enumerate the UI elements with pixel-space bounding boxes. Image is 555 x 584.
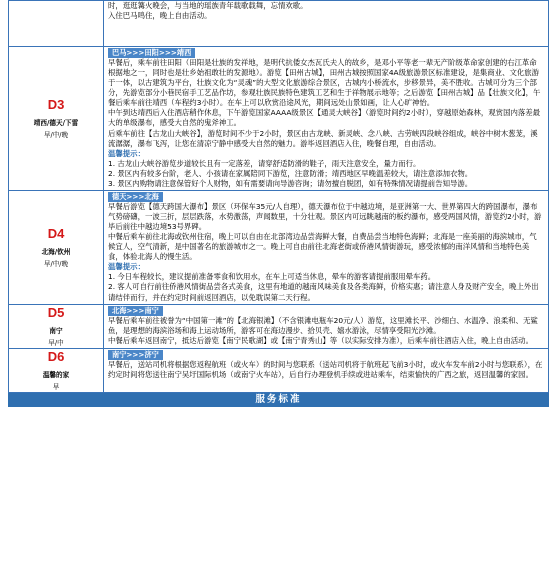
route-bar: 德天>>>北海 — [108, 192, 163, 202]
tips-label: 温馨提示： — [108, 262, 145, 272]
day-paragraph: 中餐后乘车前往北海或钦州住宿，晚上可以自由在北部湾边品尝海鲜大餐，自费品尝当地特色海鲜；北海是一座美丽的海滨城市，气候宜人，空气清新，是中国著名的旅游城市之一。晚上可自由前往北海老街或侨港风情街游玩，感受浓郁的南洋风情和当地特色美食，体验北海人的慢生活。 — [108, 232, 537, 262]
day-cell-d4 — [9, 190, 104, 304]
tip-item: 2. 客人可自行前往侨港风情街品尝各式美食，这里有地道的越南风味美食及各类海鲜，价格实惠；请注意人身及财产安全，晚上外出请结伴而行，并在约定时间前返回酒店，以免耽误第二天行程。 — [108, 282, 539, 302]
tip-item: 1. 古龙山大峡谷游览步道较长且有一定落差，请穿舒适防滑的鞋子，雨天注意安全，量力而行。 — [108, 158, 421, 168]
day-city: 温馨的家 — [42, 371, 70, 380]
itinerary-row-d4 — [9, 190, 549, 304]
day-number: D3 — [47, 96, 65, 112]
day-cell-d3 — [9, 47, 104, 191]
day-paragraph: 中午到达靖西后入住酒店稍作休息，下午游览国家AAAA级景区【通灵大峡谷】（游览时间约2小时），穿越原始森林，观赏国内落差最大的单级瀑布，感受大自然的鬼斧神工。 — [108, 108, 541, 128]
day-paragraph: 早餐后，乘车前往田阳（田阳是壮族的发祥地，是明代抗倭女杰瓦氏夫人的故乡，是邓小平等老一辈无产阶级革命家创建的右江革命根据地之一，同时也是壮乡始祖敢壮的发源地）。游览【田州古城】，田州古城按照国家4A级旅游景区标准建设，是集商业、文化旅游于一体，以古建筑为平台，壮族文化为“灵魂”的大型文化旅游综合景区，古城内小桥流水，步移景异，美不胜收。古城可分为三个部分，先游览部分小巷民宿手工艺品作坊，参观壮族民族特色建筑工艺和生于祥物展示地等；之后游览【田州古城】品【壮族文化】，午餐后乘车前往靖西（车程约3小时）。在车上可以欣赏沿途风光，期间远处山景如画，让人心旷神怡。 — [108, 58, 541, 108]
day-cell-prev — [9, 1, 104, 47]
tips-label: 温馨提示： — [108, 148, 145, 158]
day-paragraph: 早餐后，送站司机将根据您返程航班（或火车）的时间与您联系（送站司机将于航班起飞前3小时，或火车发车前2小时与您联系），在约定时间将您送往南宁吴圩国际机场（或南宁火车站），后自行办理登机手续或进站乘车，结束愉快的广西之旅，返回温馨的家园。 — [108, 359, 543, 379]
itinerary-row-prev — [9, 1, 549, 47]
day-city: 北海/钦州 — [41, 248, 71, 257]
prev-line-2: 入住巴马鸣住，晚上自由活动。 — [108, 11, 212, 21]
day-city: 南宁 — [49, 327, 63, 336]
day-number: D4 — [47, 225, 65, 241]
itinerary-row-d6 — [9, 348, 549, 392]
route-bar: 北海>>>南宁 — [108, 306, 163, 316]
day-cell-d5 — [9, 304, 104, 348]
itinerary-row-d3 — [9, 47, 549, 191]
itinerary-row-d5 — [9, 304, 549, 348]
itinerary-table — [8, 0, 549, 393]
day-meals: 早/中 — [48, 338, 64, 347]
service-standard-footer: 服务标准 — [8, 393, 549, 407]
day-cell-d6 — [9, 348, 104, 392]
day-content-prev — [104, 1, 549, 47]
day-content-d3 — [104, 47, 549, 191]
day-paragraph: 早餐后乘车前往被誉为“中国第一滩”的【北海银滩】（不含银滩电瓶车20元/人）游览，这里滩长平、沙细白、水温净、浪柔和、无鲨鱼，是理想的海滨浴场和海上运动场所，游客可在海边漫步、拾贝壳、嬉水游泳，尽情享受阳光沙滩。 — [108, 315, 538, 335]
day-number: D5 — [47, 304, 65, 320]
day-paragraph: 早餐后游览【德天跨国大瀑布】景区（环保车35元/人自理），德天瀑布位于中越边境，是亚洲第一大、世界第四大的跨国瀑布，瀑布气势磅礴，一波三折，层层跌落，水势激荡，声闻数里，十分壮观。景区内可远眺越南的板约瀑布，感受两国风情，游览约2小时，游毕后前往中越边境53号界碑。 — [108, 201, 542, 232]
day-content-d6 — [104, 348, 549, 392]
tip-item: 3. 景区内购物请注意保管好个人财物，如有需要请向导游咨询；请勿擅自脱团，如有特殊情况请提前告知导游。 — [108, 178, 473, 188]
day-content-d4 — [104, 190, 549, 304]
route-bar: 南宁>>>济宁 — [108, 350, 163, 360]
day-meals: 早/中/晚 — [43, 259, 69, 268]
day-number: D6 — [47, 348, 65, 364]
day-city: 靖西/德天/下雷 — [33, 119, 79, 128]
day-meals: 早/中/晚 — [43, 131, 69, 140]
prev-line-1: 时，逛逛篝火晚会，与当地的瑶族青年载歌载舞，忘情欢歌。 — [108, 1, 308, 10]
day-paragraph: 中餐后乘车返回南宁，抵达后游览【南宁民歌湖】或【南宁青秀山】等（以实际安排为准），后乘车前往酒店入住，晚上自由活动。 — [108, 335, 533, 345]
tip-item: 1. 今日车程较长，建议提前准备零食和饮用水，在车上可适当休息，晕车的游客请提前服用晕车药。 — [108, 272, 436, 282]
route-bar: 巴马>>>田阳>>>靖西 — [108, 48, 195, 58]
tip-item: 2. 景区内有较多台阶，老人、小孩请在家属陪同下游览，注意防滑；靖西地区早晚温差较大，请注意添加衣物。 — [108, 168, 473, 178]
day-content-d5 — [104, 304, 549, 348]
day-meals: 早 — [52, 382, 60, 391]
day-paragraph: 后乘车前往【古龙山大峡谷】，游览时间不少于2小时，景区由古龙峡、新灵峡、念八峡、古劳峡四段峡谷组成，峡谷中树木葱茏，溪流潺潺，瀑布飞泻，让您在清凉宁静中感受大自然的魅力。游毕返回酒店入住，晚餐自理，自由活动。 — [108, 128, 538, 148]
